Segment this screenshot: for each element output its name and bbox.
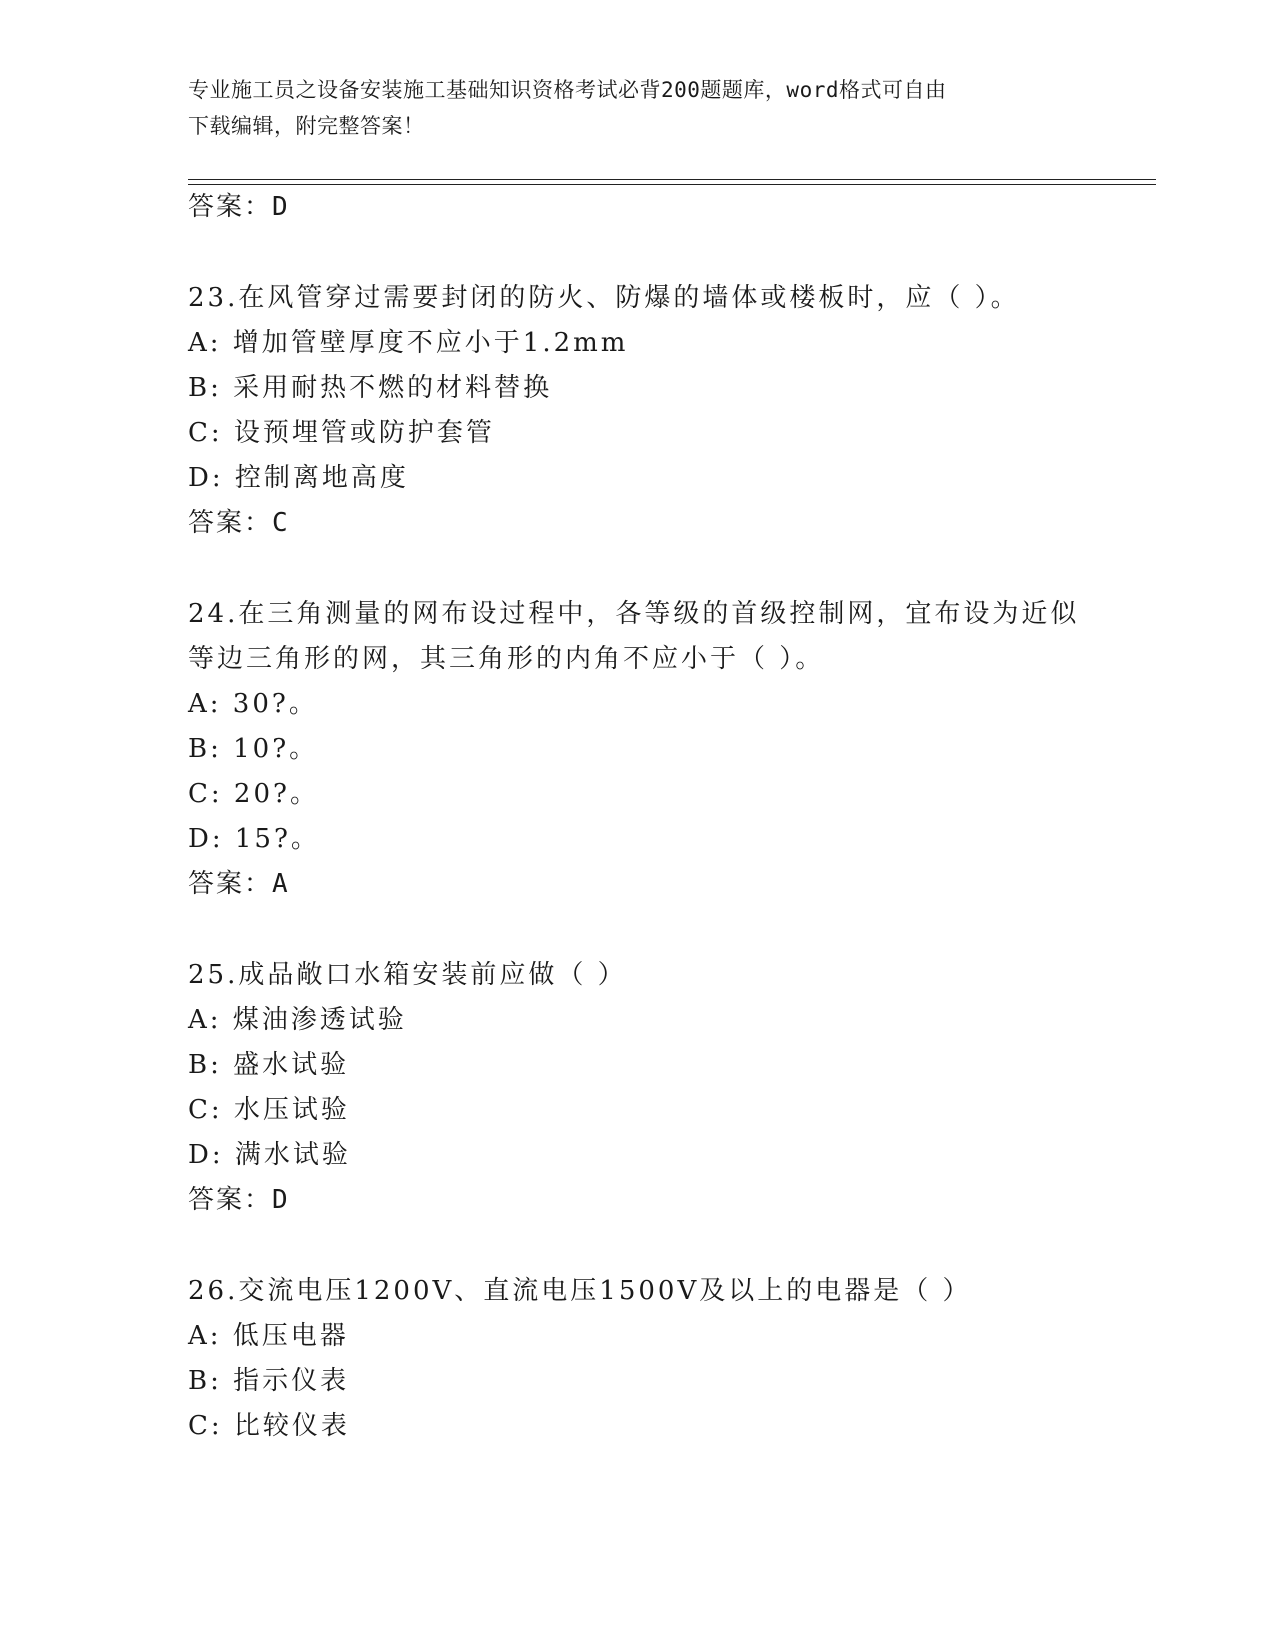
header-line-1: 专业施工员之设备安装施工基础知识资格考试必背200题题库，word格式可自由 — [188, 78, 947, 102]
question-24-option-a: A: 30?。 — [188, 689, 318, 719]
question-26-option-a: A: 低压电器 — [188, 1321, 349, 1351]
question-26-option-c: C: 比较仪表 — [188, 1411, 350, 1441]
question-26-stem: 26.交流电压1200V、直流电压1500V及以上的电器是（ ） — [188, 1276, 972, 1306]
answer-22: 答案：D — [188, 192, 290, 222]
question-25-option-c: C: 水压试验 — [188, 1095, 350, 1125]
header-divider-second — [188, 184, 1156, 185]
header-line-2: 下载编辑，附完整答案！ — [188, 114, 425, 138]
header-divider — [188, 179, 1156, 180]
question-25-option-b: B: 盛水试验 — [188, 1050, 350, 1080]
document-header — [188, 72, 1088, 144]
question-24-option-d: D: 15?。 — [188, 824, 320, 854]
question-24-stem-line-1: 24.在三角测量的网布设过程中，各等级的首级控制网，宜布设为近似 — [188, 599, 1080, 629]
question-26-option-b: B: 指示仪表 — [188, 1366, 350, 1396]
question-25-option-a: A: 煤油渗透试验 — [188, 1005, 407, 1035]
question-24-option-b: B: 10?。 — [188, 734, 319, 764]
question-23-option-c: C: 设预埋管或防护套管 — [188, 418, 495, 448]
question-24-option-c: C: 20?。 — [188, 779, 319, 809]
answer-24: 答案：A — [188, 869, 290, 899]
question-24-stem-line-2: 等边三角形的网，其三角形的内角不应小于（ ）。 — [188, 644, 825, 674]
question-25-option-d: D: 满水试验 — [188, 1140, 351, 1170]
question-25-stem: 25.成品敞口水箱安装前应做（ ） — [188, 960, 627, 990]
answer-25: 答案：D — [188, 1185, 290, 1215]
question-23-option-b: B: 采用耐热不燃的材料替换 — [188, 373, 553, 403]
question-23-stem: 23.在风管穿过需要封闭的防火、防爆的墙体或楼板时，应（ ）。 — [188, 283, 1020, 313]
answer-23: 答案：C — [188, 508, 290, 538]
question-23-option-d: D: 控制离地高度 — [188, 463, 409, 493]
question-23-option-a: A: 增加管壁厚度不应小于1.2mm — [188, 328, 629, 358]
